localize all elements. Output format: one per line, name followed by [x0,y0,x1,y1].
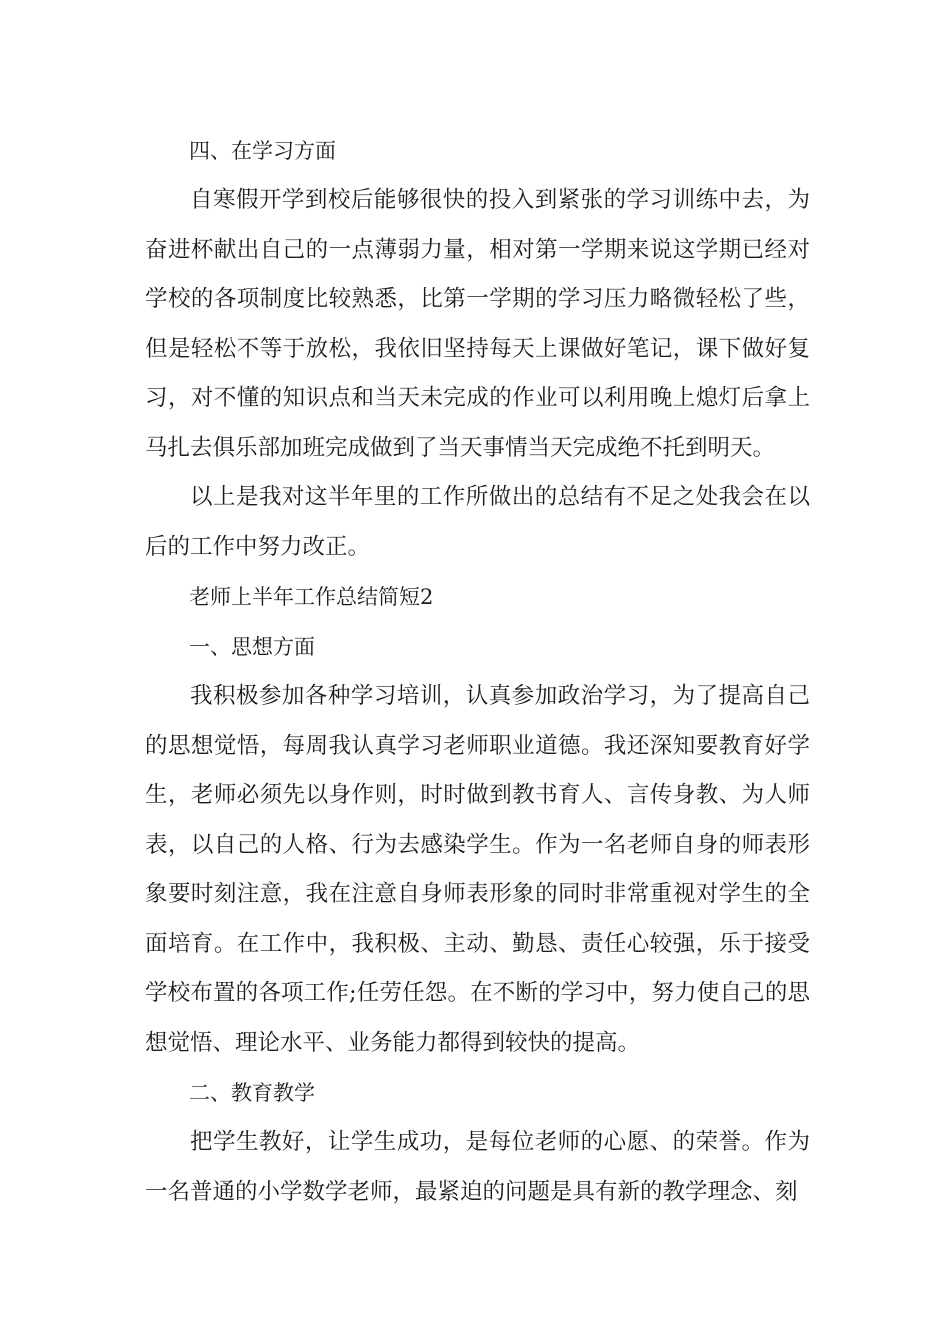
section-heading-thought: 一、思想方面 [189,635,315,659]
paragraph-teaching: 把学生教好，让学生成功，是每位老师的心愿、的荣誉。作为一名普通的小学数学老师，最紧迫的问题是具有新的教学理念、刻 [145,1129,810,1205]
paragraph-conclusion: 以上是我对这半年里的工作所做出的总结有不足之处我会在以后的工作中努力改正。 [145,484,810,560]
paragraph-thought: 我积极参加各种学习培训，认真参加政治学习，为了提高自己的思想觉悟，每周我认真学习老师职业道德。我还深知要教育好学生，老师必须先以身作则，时时做到教书育人、言传身教、为人师表，以自己的人格、行为去感染学生。作为一名老师自身的师表形象要时刻注意，我在注意自身师表形象的同时非常重视对学生的全面培育。在工作中，我积极、主动、勤恳、责任心较强，乐于接受学校布置的各项工作;任劳任怨。在不断的学习中，努力使自己的思想觉悟、理论水平、业务能力都得到较快的提高。 [145,683,810,1056]
section-heading-study: 四、在学习方面 [189,139,336,163]
section-heading-teaching: 二、教育教学 [189,1081,315,1105]
paragraph-study: 自寒假开学到校后能够很快的投入到紧张的学习训练中去，为奋进杯献出自己的一点薄弱力量，相对第一学期来说这学期已经对学校的各项制度比较熟悉，比第一学期的学习压力略微轻松了些，但是轻松不等于放松，我依旧坚持每天上课做好笔记，课下做好复习，对不懂的知识点和当天未完成的作业可以利用晚上熄灯后拿上马扎去俱乐部加班完成做到了当天事情当天完成绝不托到明天。 [145,187,810,461]
document-title-2: 老师上半年工作总结简短2 [189,585,434,609]
document-body [145,126,810,1217]
